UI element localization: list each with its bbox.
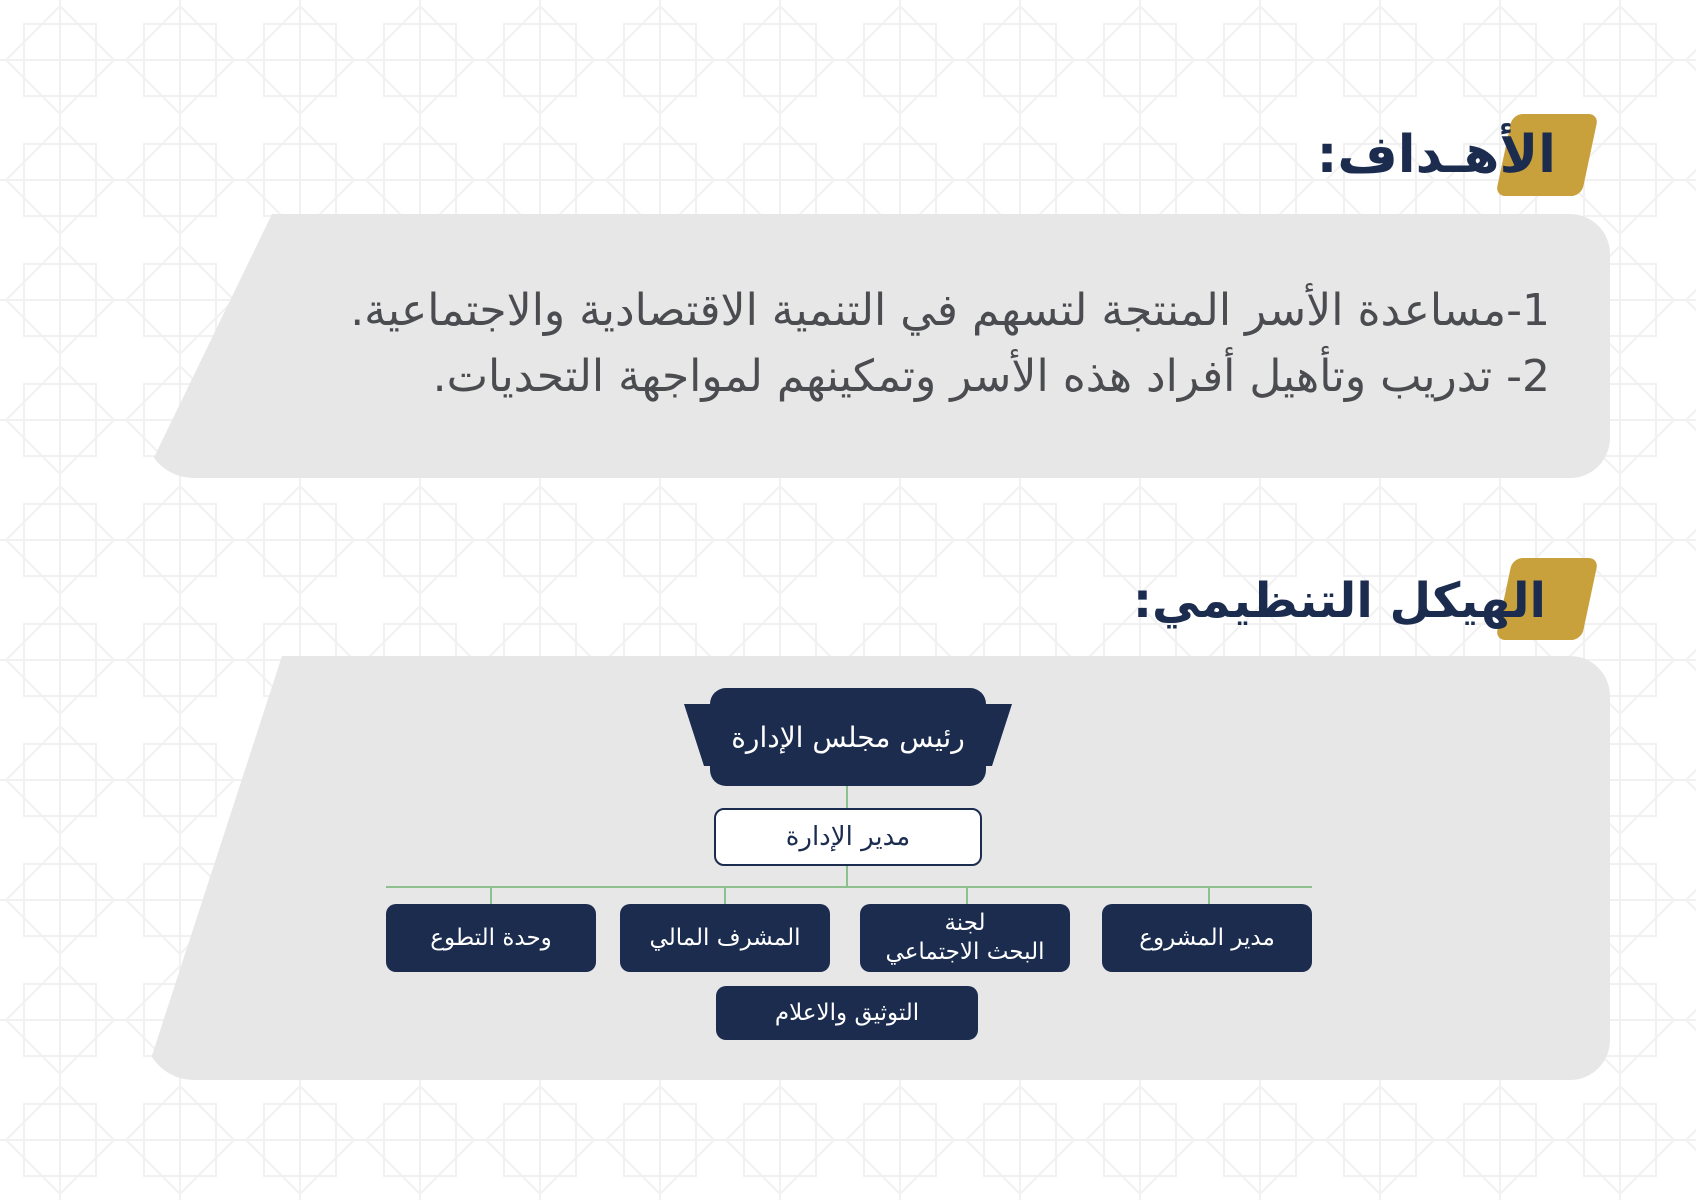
dept-box-financial-supervisor: [620, 904, 830, 972]
media-documentation-box: [716, 986, 978, 1040]
dept-label-project-manager: مدير المشروع: [1139, 924, 1275, 951]
chairman-box: [710, 688, 986, 786]
dept-label-social-research-line2: البحث الاجتماعي: [885, 939, 1045, 965]
connector-chairman-director: [846, 786, 848, 808]
dept-label-volunteer-unit: وحدة التطوع: [430, 924, 552, 951]
goals-heading: الأهـداف:: [1316, 125, 1556, 185]
goals-list: [280, 278, 1550, 410]
dept-label-financial-supervisor: المشرف المالي: [649, 924, 801, 951]
connector-dept-1: [1208, 886, 1210, 904]
connector-dept-4: [490, 886, 492, 904]
media-documentation-label: التوثيق والاعلام: [774, 999, 920, 1026]
org-heading: الهيكل التنظيمي:: [1132, 573, 1546, 629]
dept-box-volunteer-unit: [386, 904, 596, 972]
chairman-label: رئيس مجلس الإدارة: [731, 720, 965, 754]
connector-dept-3: [724, 886, 726, 904]
director-label: مدير الإدارة: [785, 821, 911, 852]
director-box: [714, 808, 982, 866]
connector-dept-2: [966, 886, 968, 904]
dept-box-social-research: [860, 904, 1070, 972]
goal-item-2: 2- تدريب وتأهيل أفراد هذه الأسر وتمكينهم لمواجهة التحديات.: [432, 351, 1550, 402]
connector-horizontal-bus: [386, 886, 1312, 888]
goal-item-1: 1-مساعدة الأسر المنتجة لتسهم في التنمية الاقتصادية والاجتماعية.: [350, 285, 1550, 336]
dept-box-project-manager: [1102, 904, 1312, 972]
dept-label-social-research-line1: لجنة: [944, 910, 986, 936]
